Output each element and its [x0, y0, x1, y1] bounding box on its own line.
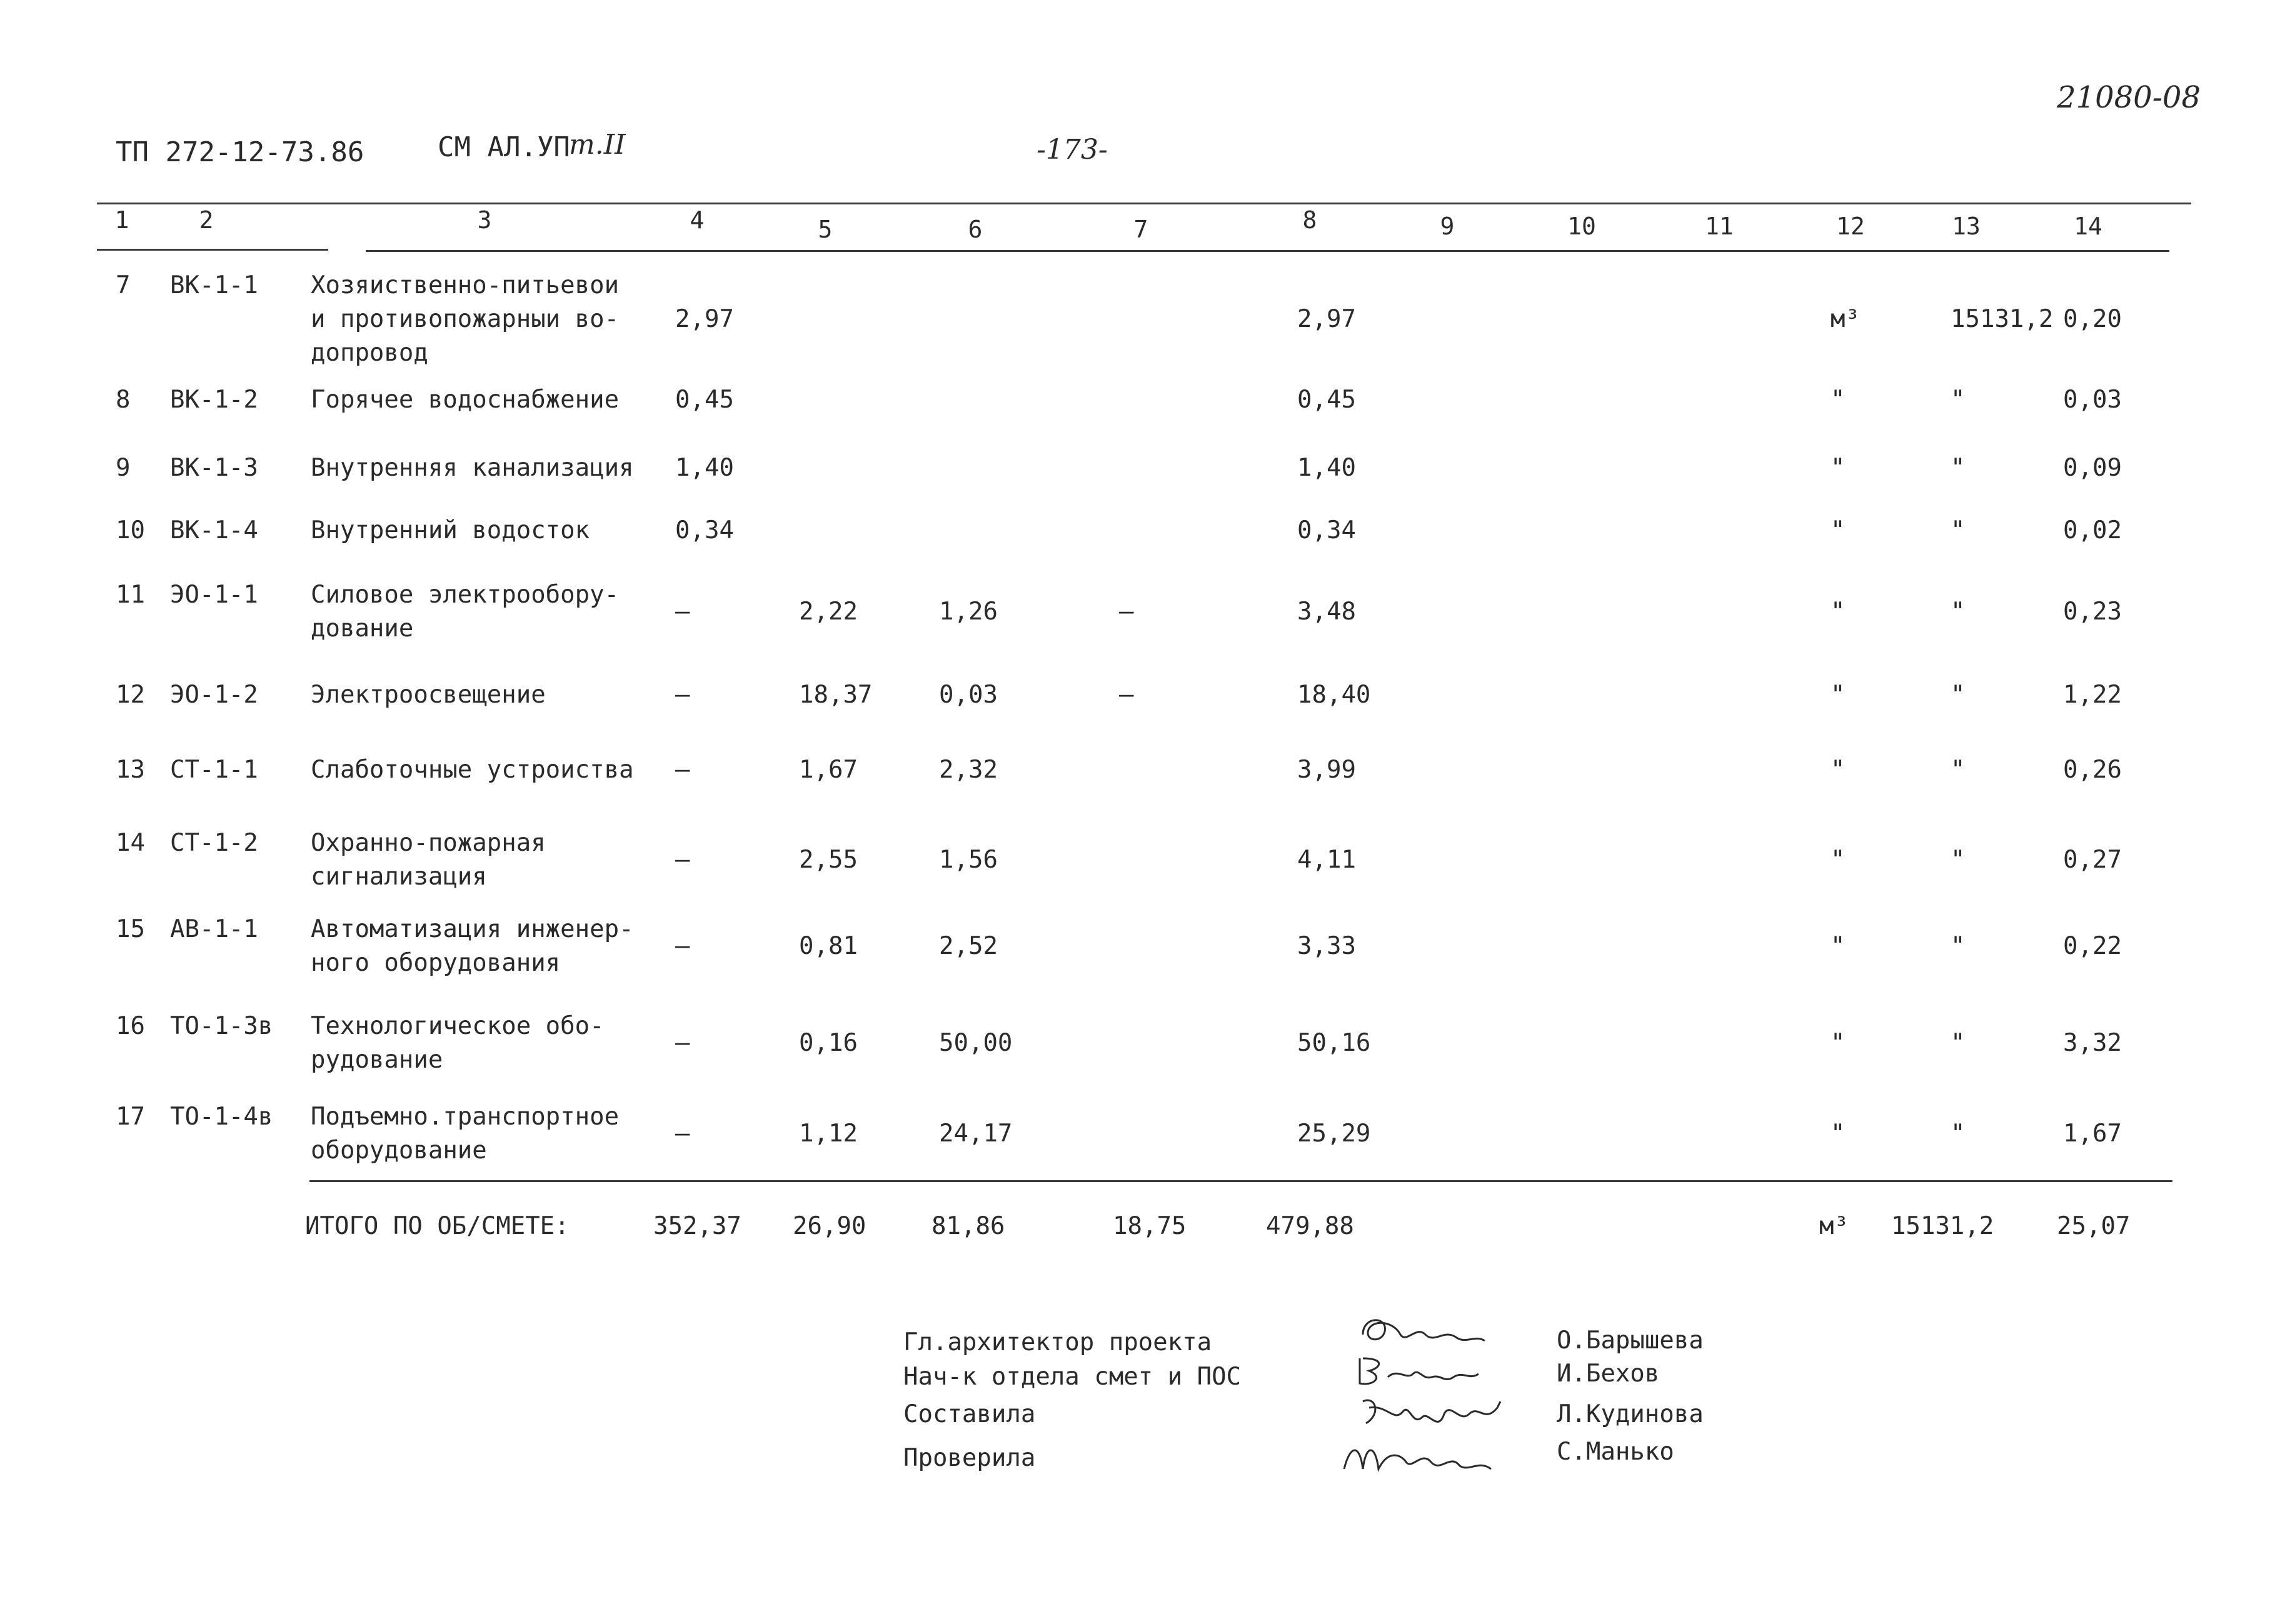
row-cell-c12: "	[1830, 681, 1846, 709]
signer-name-2: И.Бехов	[1557, 1360, 1660, 1388]
row-cell-c8: 25,29	[1297, 1120, 1371, 1148]
total-col-4: 352,37	[653, 1212, 741, 1240]
row-cell-c12: "	[1830, 1120, 1846, 1148]
column-header-7: 7	[1133, 216, 1148, 243]
signer-role-3: Составила	[903, 1400, 1036, 1428]
row-cell-c14: 0,26	[2063, 756, 2122, 784]
column-header-2: 2	[199, 206, 214, 234]
row-cell-c12: "	[1830, 516, 1846, 544]
volume-mark: т.II	[569, 129, 626, 161]
row-cell-num: 8	[116, 386, 131, 414]
row-cell-c8: 0,45	[1297, 386, 1356, 414]
column-header-3: 3	[477, 206, 492, 234]
doc-code: ТП 272-12-73.86	[116, 136, 364, 168]
row-cell-c5: 1,67	[799, 756, 858, 784]
row-cell-c8: 0,34	[1297, 516, 1356, 544]
total-col-12: м³	[1819, 1212, 1849, 1240]
row-cell-c12: "	[1830, 756, 1846, 784]
row-cell-c12: "	[1830, 454, 1846, 482]
row-cell-name: Хозяиственно-питьевои и противопожарныи во- допровод	[311, 271, 620, 367]
row-cell-name: Автоматизация инженер- ного оборудования	[311, 915, 634, 977]
column-header-11: 11	[1705, 213, 1734, 240]
row-cell-code: АВ-1-1	[170, 915, 258, 943]
row-cell-c13: "	[1951, 454, 1966, 482]
row-cell-num: 15	[116, 915, 145, 943]
table-header-bottom-rule-2	[366, 250, 2169, 252]
total-col-6: 81,86	[932, 1212, 1005, 1240]
column-header-4: 4	[690, 206, 705, 234]
row-cell-c4: –	[675, 681, 690, 709]
column-header-8: 8	[1302, 206, 1317, 234]
row-cell-name: Электроосвещение	[311, 681, 546, 709]
row-cell-c8: 2,97	[1297, 305, 1356, 333]
total-col-13: 15131,2	[1891, 1212, 1994, 1240]
row-cell-c5: 0,81	[799, 932, 858, 960]
row-cell-c4: –	[675, 932, 690, 960]
row-cell-c6: 24,17	[939, 1120, 1013, 1148]
row-cell-c13: "	[1951, 846, 1966, 874]
row-cell-c12: "	[1830, 1029, 1846, 1057]
row-cell-c13: "	[1951, 598, 1966, 626]
row-cell-name: Технологическое обо- рудование	[311, 1012, 605, 1074]
row-cell-c5: 18,37	[799, 681, 873, 709]
table-top-rule	[97, 203, 2191, 204]
row-cell-c7: –	[1119, 598, 1134, 626]
signer-role-2: Нач-к отдела смет и ПОС	[903, 1363, 1242, 1391]
row-cell-name: Слаботочные устроиства	[311, 756, 634, 784]
row-cell-c14: 1,67	[2063, 1120, 2122, 1148]
row-cell-c8: 18,40	[1297, 681, 1371, 709]
row-cell-c5: 2,22	[799, 598, 858, 626]
signer-name-1: О.Барышева	[1557, 1326, 1704, 1355]
row-cell-c14: 0,27	[2063, 846, 2122, 874]
row-cell-c4: –	[675, 1029, 690, 1057]
column-header-13: 13	[1952, 213, 1981, 240]
row-cell-num: 12	[116, 681, 145, 709]
row-cell-c8: 3,33	[1297, 932, 1356, 960]
signer-name-3: Л.Кудинова	[1557, 1400, 1704, 1428]
row-cell-c13: 15131,2	[1951, 305, 2054, 333]
row-cell-name: Силовое электрообору- дование	[311, 581, 620, 643]
row-cell-c13: "	[1951, 1120, 1966, 1148]
row-cell-c6: 1,26	[939, 598, 998, 626]
row-cell-num: 9	[116, 454, 131, 482]
archive-number: 21080-08	[2057, 80, 2201, 115]
row-cell-c5: 2,55	[799, 846, 858, 874]
row-cell-name: Подъемно.транспортное оборудование	[311, 1103, 620, 1165]
row-cell-c14: 0,20	[2063, 305, 2122, 333]
page-number: -173-	[1037, 134, 1108, 166]
column-header-12: 12	[1836, 213, 1865, 240]
row-cell-c13: "	[1951, 1029, 1966, 1057]
row-cell-code: СТ-1-2	[170, 829, 258, 857]
row-cell-c13: "	[1951, 932, 1966, 960]
signer-name-4: С.Манько	[1557, 1438, 1674, 1466]
row-cell-c7: –	[1119, 681, 1134, 709]
row-cell-num: 14	[116, 829, 145, 857]
row-cell-c6: 0,03	[939, 681, 998, 709]
column-header-1: 1	[114, 206, 129, 234]
signer-role-4: Проверила	[903, 1444, 1036, 1472]
row-cell-c4: –	[675, 846, 690, 874]
total-label: ИТОГО ПО ОБ/СМЕТЕ:	[305, 1212, 570, 1240]
row-cell-c14: 0,23	[2063, 598, 2122, 626]
row-cell-c14: 0,22	[2063, 932, 2122, 960]
row-cell-c4: 1,40	[675, 454, 734, 482]
row-cell-code: ВК-1-4	[170, 516, 258, 544]
column-header-6: 6	[968, 216, 983, 243]
row-cell-c14: 0,02	[2063, 516, 2122, 544]
row-cell-c13: "	[1951, 516, 1966, 544]
row-cell-c12: "	[1830, 932, 1846, 960]
table-header-bottom-rule	[97, 249, 328, 251]
row-cell-c5: 0,16	[799, 1029, 858, 1057]
row-cell-num: 13	[116, 756, 145, 784]
row-cell-c12: "	[1830, 386, 1846, 414]
row-cell-code: ЭО-1-1	[170, 581, 258, 609]
signature-2-icon	[1350, 1349, 1488, 1393]
row-cell-c4: –	[675, 598, 690, 626]
row-cell-c4: –	[675, 1120, 690, 1148]
row-cell-c12: "	[1830, 598, 1846, 626]
row-cell-num: 10	[116, 516, 145, 544]
row-cell-name: Внутренний водосток	[311, 516, 590, 544]
row-cell-c14: 0,09	[2063, 454, 2122, 482]
row-cell-c12: "	[1830, 846, 1846, 874]
row-cell-c14: 0,03	[2063, 386, 2122, 414]
row-cell-code: ТО-1-3в	[170, 1012, 273, 1040]
signature-1-icon	[1357, 1310, 1494, 1353]
total-col-8: 479,88	[1266, 1212, 1354, 1240]
row-cell-num: 17	[116, 1103, 145, 1131]
row-cell-c6: 2,32	[939, 756, 998, 784]
row-cell-c6: 1,56	[939, 846, 998, 874]
row-cell-c8: 50,16	[1297, 1029, 1371, 1057]
row-cell-c4: 0,34	[675, 516, 734, 544]
row-cell-name: Горячее водоснабжение	[311, 386, 620, 414]
row-cell-c13: "	[1951, 386, 1966, 414]
row-cell-name: Внутренняя канализация	[311, 454, 634, 482]
row-cell-c8: 4,11	[1297, 846, 1356, 874]
row-cell-c14: 1,22	[2063, 681, 2122, 709]
total-col-7: 18,75	[1113, 1212, 1187, 1240]
row-cell-c14: 3,32	[2063, 1029, 2122, 1057]
row-cell-code: СТ-1-1	[170, 756, 258, 784]
row-cell-c8: 3,48	[1297, 598, 1356, 626]
row-cell-c5: 1,12	[799, 1120, 858, 1148]
row-cell-num: 11	[116, 581, 145, 609]
row-cell-c4: 0,45	[675, 386, 734, 414]
row-cell-name: Охранно-пожарная сигнализация	[311, 829, 546, 891]
row-cell-c4: –	[675, 756, 690, 784]
column-header-10: 10	[1567, 213, 1596, 240]
row-cell-code: ТО-1-4в	[170, 1103, 273, 1131]
row-cell-c12: м³	[1830, 305, 1860, 333]
signature-4-icon	[1338, 1431, 1500, 1481]
row-cell-c4: 2,97	[675, 305, 734, 333]
doc-ref: СМ АЛ.УП	[438, 131, 570, 163]
column-header-9: 9	[1440, 213, 1455, 240]
row-cell-code: ВК-1-2	[170, 386, 258, 414]
signer-role-1: Гл.архитектор проекта	[903, 1328, 1212, 1356]
row-cell-code: ВК-1-3	[170, 454, 258, 482]
total-col-14: 25,07	[2057, 1212, 2131, 1240]
row-cell-num: 7	[116, 271, 131, 299]
column-header-5: 5	[818, 216, 833, 243]
total-rule	[309, 1180, 2172, 1182]
row-cell-num: 16	[116, 1012, 145, 1040]
total-col-5: 26,90	[793, 1212, 866, 1240]
row-cell-c8: 3,99	[1297, 756, 1356, 784]
row-cell-code: ЭО-1-2	[170, 681, 258, 709]
row-cell-c13: "	[1951, 756, 1966, 784]
row-cell-c8: 1,40	[1297, 454, 1356, 482]
row-cell-c6: 50,00	[939, 1029, 1013, 1057]
column-header-14: 14	[2074, 213, 2102, 240]
row-cell-c6: 2,52	[939, 932, 998, 960]
row-cell-c13: "	[1951, 681, 1966, 709]
row-cell-code: ВК-1-1	[170, 271, 258, 299]
